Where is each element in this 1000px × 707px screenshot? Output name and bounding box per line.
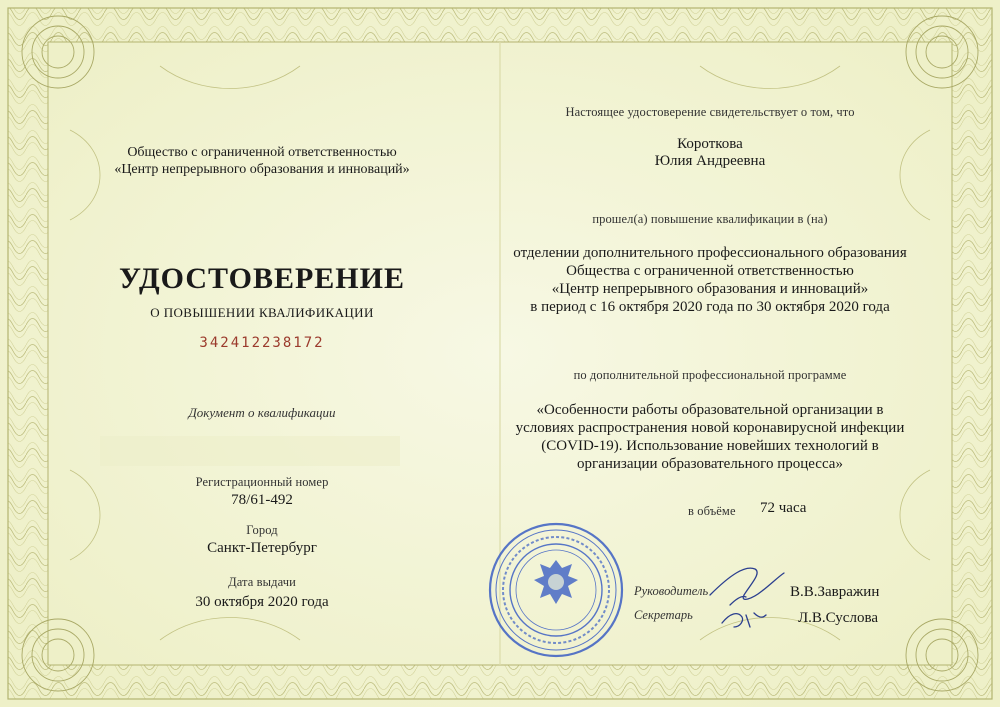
secretary-name: Л.В.Суслова: [798, 610, 878, 626]
institution-line1: отделении дополнительного профессионального образования: [513, 245, 907, 261]
holder-surname: Короткова: [677, 136, 743, 152]
institution-line3: «Центр непрерывного образования и инноваций»: [551, 281, 869, 297]
city-value: Санкт-Петербург: [207, 540, 317, 556]
volume-label: в объёме: [688, 504, 736, 518]
serial-number: 342412238172: [199, 335, 325, 351]
program-title-line4: организации образовательного процесса»: [577, 456, 843, 472]
document-type: Документ о квалификации: [188, 405, 336, 420]
org-name-line2: «Центр непрерывного образования и инноваций»: [114, 162, 410, 177]
document-title: УДОСТОВЕРЕНИЕ: [119, 262, 405, 295]
passed-statement: прошел(а) повышение квалификации в (на): [592, 212, 828, 226]
holder-given-name: Юлия Андреевна: [654, 153, 766, 169]
head-role: Руководитель: [634, 584, 709, 598]
reg-number-label: Регистрационный номер: [195, 475, 329, 489]
official-stamp: [486, 520, 626, 660]
issue-date-value: 30 октября 2020 года: [195, 594, 329, 610]
issue-date-label: Дата выдачи: [228, 575, 296, 589]
training-period: в период с 16 октября 2020 года по 30 октября 2020 года: [530, 299, 890, 315]
certificate-intro: Настоящее удостоверение свидетельствует о том, что: [565, 105, 855, 119]
org-name-line1: Общество с ограниченной ответственностью: [127, 145, 397, 160]
institution-line2: Общества с ограниченной ответственностью: [566, 263, 854, 279]
volume-value: 72 часа: [760, 500, 807, 516]
reg-number-value: 78/61-492: [231, 492, 293, 508]
program-title-line3: (COVID-19). Использование новейших технологий в: [541, 438, 879, 454]
head-name: В.В.Завражин: [790, 584, 880, 600]
program-label: по дополнительной профессиональной программе: [573, 368, 847, 382]
handwritten-signatures: [700, 555, 790, 635]
program-title-line1: «Особенности работы образовательной организации в: [536, 402, 884, 418]
document-subtitle: О ПОВЫШЕНИИ КВАЛИФИКАЦИИ: [150, 305, 374, 320]
city-label: Город: [246, 523, 278, 537]
program-title-line2: условиях распространения новой коронавирусной инфекции: [515, 420, 905, 436]
secretary-role: Секретарь: [634, 608, 693, 622]
